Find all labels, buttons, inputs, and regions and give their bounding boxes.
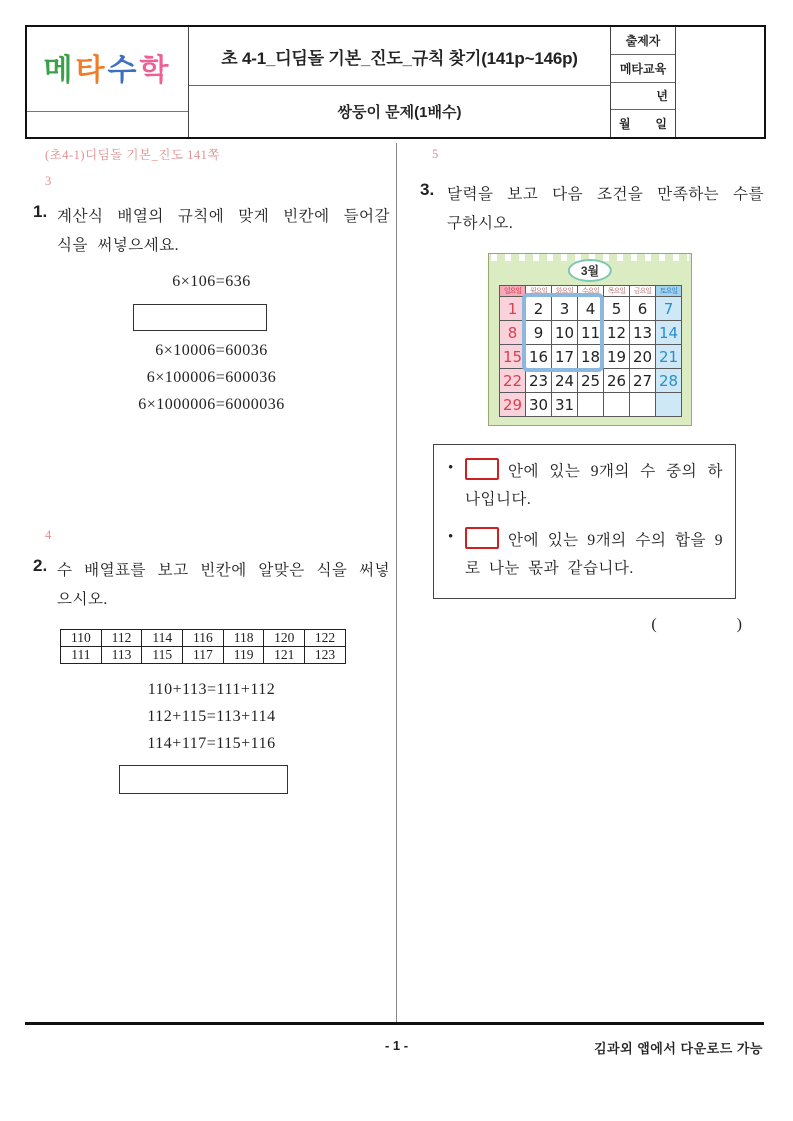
table-cell: 112 <box>101 630 142 647</box>
calendar-day-cell: 5 <box>604 297 630 321</box>
calendar-day-header: 수요일 <box>578 286 604 297</box>
condition-item <box>448 458 723 514</box>
calendar-day-cell: 27 <box>630 369 656 393</box>
problem1-text: 계산식 배열의 규칙에 맞게 빈칸에 들어갈 식을 써넣으세요. <box>57 208 390 254</box>
logo-character: 수 <box>107 54 140 87</box>
calendar-day-cell: 26 <box>604 369 630 393</box>
red-answer-box-icon <box>465 458 499 480</box>
calendar-day-cell: 22 <box>500 369 526 393</box>
calendar-week-row <box>500 345 682 369</box>
problem-3 <box>420 180 764 238</box>
calendar-day-cell <box>630 393 656 417</box>
calendar-day-cell: 30 <box>526 393 552 417</box>
problem2-equation-list <box>33 676 390 757</box>
condition-text <box>465 458 723 514</box>
answer-parentheses[interactable]: ( ) <box>651 616 742 633</box>
worksheet-header <box>25 25 766 139</box>
info-month-label: 월 <box>619 117 631 132</box>
info-day-label: 일 <box>655 117 667 132</box>
equation-line: 112+115=113+114 <box>147 708 276 725</box>
column-divider <box>396 143 397 1023</box>
info-org-label: 메타교육 <box>611 55 675 83</box>
left-column <box>33 145 390 794</box>
title-cell <box>189 27 611 137</box>
condition-text <box>465 527 723 583</box>
calendar-day-cell: 1 <box>500 297 526 321</box>
info-blank-cell <box>676 27 764 137</box>
problem2-number: 2. <box>33 556 48 575</box>
calendar-day-header: 일요일 <box>500 286 526 297</box>
table-row <box>61 630 346 647</box>
calendar-day-header: 금요일 <box>630 286 656 297</box>
table-cell: 120 <box>264 630 305 647</box>
problem-1 <box>33 202 390 260</box>
condition-box <box>433 444 736 599</box>
calendar-day-cell <box>604 393 630 417</box>
calendar-illustration <box>488 253 692 426</box>
calendar-day-cell: 21 <box>656 345 682 369</box>
calendar-day-cell: 17 <box>552 345 578 369</box>
info-author-label: 출제자 <box>611 27 675 55</box>
info-table <box>611 27 676 137</box>
table-cell: 118 <box>223 630 264 647</box>
bullet-icon: • <box>448 529 454 545</box>
calendar-day-cell: 20 <box>630 345 656 369</box>
table-cell: 116 <box>183 630 224 647</box>
number-array-table <box>60 629 346 664</box>
calendar-day-cell: 3 <box>552 297 578 321</box>
problem1-equation-list <box>33 337 390 418</box>
logo-character: 타 <box>75 54 108 87</box>
calendar-day-cell: 13 <box>630 321 656 345</box>
calendar-day-cell: 16 <box>526 345 552 369</box>
problem2-answer-box[interactable] <box>119 765 288 794</box>
bullet-icon: • <box>448 460 454 476</box>
calendar-week-row <box>500 393 682 417</box>
equation-line: 110+113=111+112 <box>147 681 276 698</box>
table-cell: 114 <box>142 630 183 647</box>
calendar-day-cell: 31 <box>552 393 578 417</box>
problem2-text: 수 배열표를 보고 빈칸에 알맞은 식을 써넣으시오. <box>57 562 390 608</box>
page-number: - 1 - <box>384 1038 409 1053</box>
calendar-day-header: 토요일 <box>656 286 682 297</box>
logo-character: 학 <box>139 54 172 87</box>
logo-cell <box>27 27 189 137</box>
info-year-label: 년 <box>611 83 675 111</box>
problem3-text: 달력을 보고 다음 조건을 만족하는 수를 구하시오. <box>447 186 764 232</box>
condition-text-content: 안에 있는 9개의 수 중의 하나입니다. <box>465 463 723 508</box>
equation-line: 6×10006=60036 <box>155 342 268 359</box>
footer-rule <box>25 1022 764 1025</box>
condition-item <box>448 527 723 583</box>
condition-text-content: 안에 있는 9개의 수의 합을 9로 나눈 몫과 같습니다. <box>465 532 723 577</box>
problem2-tag: 4 <box>45 528 52 542</box>
problem-2 <box>33 556 390 614</box>
table-cell: 110 <box>61 630 102 647</box>
calendar-day-cell: 29 <box>500 393 526 417</box>
table-cell: 122 <box>305 630 346 647</box>
calendar-day-cell: 15 <box>500 345 526 369</box>
table-cell: 123 <box>305 647 346 664</box>
equation-line: 6×1000006=6000036 <box>138 396 285 413</box>
calendar-day-cell: 25 <box>578 369 604 393</box>
calendar-day-cell: 8 <box>500 321 526 345</box>
table-row <box>61 647 346 664</box>
calendar-day-cell: 9 <box>526 321 552 345</box>
problem3-number: 3. <box>420 180 435 199</box>
calendar-day-cell: 14 <box>656 321 682 345</box>
table-cell: 111 <box>61 647 102 664</box>
calendar-day-header: 목요일 <box>604 286 630 297</box>
calendar-grid <box>499 285 682 417</box>
calendar-day-cell: 19 <box>604 345 630 369</box>
calendar-day-cell <box>578 393 604 417</box>
equation-line: 6×100006=600036 <box>146 369 277 386</box>
meta-math-logo <box>27 45 188 89</box>
equation-line: 114+117=115+116 <box>147 735 276 752</box>
calendar-day-header: 월요일 <box>526 286 552 297</box>
calendar-day-cell: 10 <box>552 321 578 345</box>
calendar-day-cell: 2 <box>526 297 552 321</box>
problem1-given-equation: 6×106=636 <box>172 273 251 290</box>
problem1-number: 1. <box>33 202 48 221</box>
footer-download-note: 김과외 앱에서 다운로드 가능 <box>593 1041 763 1056</box>
calendar-day-cell: 12 <box>604 321 630 345</box>
calendar-week-row <box>500 369 682 393</box>
table-cell: 117 <box>183 647 224 664</box>
table-cell: 113 <box>101 647 142 664</box>
table-cell: 121 <box>264 647 305 664</box>
calendar-week-row <box>500 297 682 321</box>
calendar-day-header-row <box>500 286 682 297</box>
calendar-week-row <box>500 321 682 345</box>
calendar-month-label: 3월 <box>568 259 612 282</box>
red-answer-box-icon <box>465 527 499 549</box>
problem1-answer-box[interactable] <box>133 304 267 331</box>
logo-cell-bottom-strip <box>27 111 188 137</box>
calendar-day-cell: 18 <box>578 345 604 369</box>
calendar-day-cell: 7 <box>656 297 682 321</box>
calendar-day-cell: 23 <box>526 369 552 393</box>
table-cell: 115 <box>142 647 183 664</box>
calendar-day-cell: 6 <box>630 297 656 321</box>
right-column <box>420 145 764 634</box>
worksheet-title: 초 4-1_디딤돌 기본_진도_규칙 찾기(141p~146p) <box>189 27 610 86</box>
calendar-day-cell: 24 <box>552 369 578 393</box>
calendar-day-cell: 28 <box>656 369 682 393</box>
problem1-tag: 3 <box>45 174 52 188</box>
logo-character: 메 <box>43 54 76 87</box>
calendar-day-cell <box>656 393 682 417</box>
source-reference: (초4-1)디딤돌 기본_진도 141쪽 <box>45 148 220 162</box>
worksheet-subtitle: 쌍둥이 문제(1배수) <box>337 104 462 121</box>
blank-space <box>33 418 390 517</box>
calendar-day-cell: 4 <box>578 297 604 321</box>
calendar-day-cell: 11 <box>578 321 604 345</box>
info-month-day-label <box>611 110 675 137</box>
table-cell: 119 <box>223 647 264 664</box>
problem3-tag: 5 <box>432 147 439 161</box>
calendar-day-header: 화요일 <box>552 286 578 297</box>
